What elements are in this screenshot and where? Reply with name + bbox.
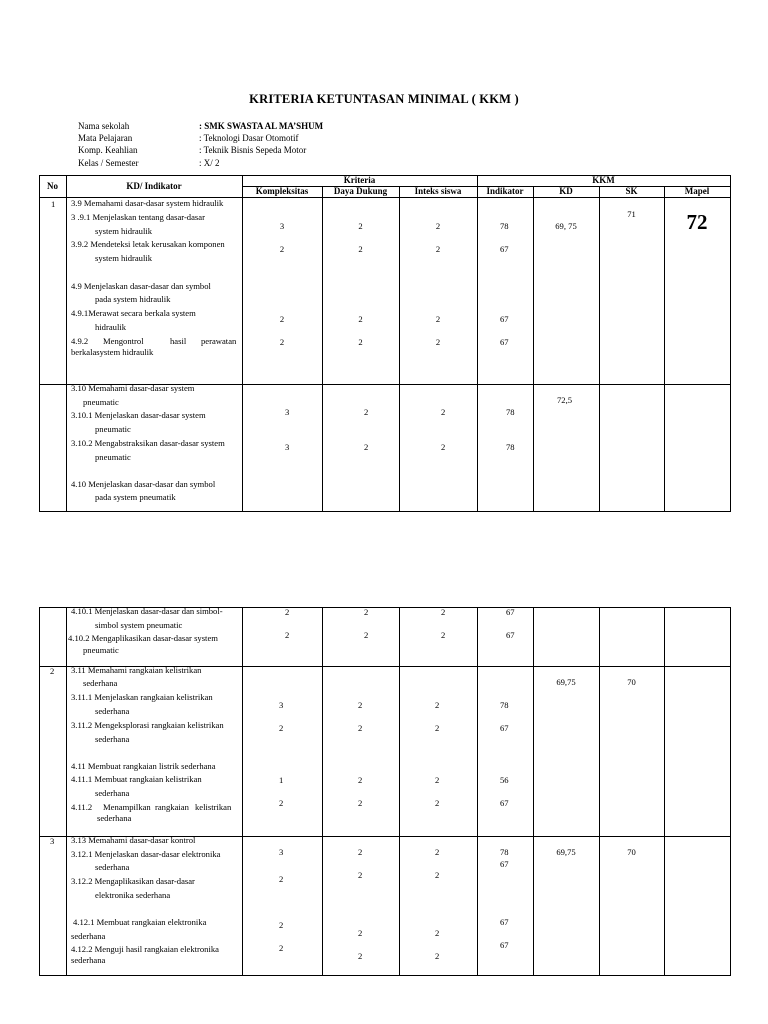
daya-dukung-value: 2 — [364, 607, 369, 617]
kd-text: 3.9 Memahami dasar-dasar system hidraulik — [71, 198, 224, 208]
info-row-subject — [78, 132, 323, 144]
header-daya-dukung: Daya Dukung — [333, 186, 388, 196]
daya-dukung-value: 2 — [358, 847, 363, 857]
sk-value: 70 — [627, 847, 636, 857]
daya-dukung-value: 2 — [358, 723, 363, 733]
kd-text: 3 .9.1 Menjelaskan tentang dasar-dasar — [71, 212, 205, 222]
header-mapel: Mapel — [684, 186, 710, 196]
kd-text: sederhana — [71, 931, 106, 941]
row-number: 2 — [50, 666, 55, 676]
kd-text: 4.9 Menjelaskan dasar-dasar dan symbol — [71, 281, 211, 291]
row-number: 3 — [50, 836, 55, 846]
kd-text: Mengontrol — [103, 336, 144, 346]
indikator-value: 78 — [500, 221, 509, 231]
indikator-value: 67 — [500, 940, 509, 950]
kd-text: sederhana — [95, 862, 130, 872]
indikator-value: 67 — [500, 859, 509, 869]
row-number: 1 — [51, 199, 56, 209]
kompleksitas-value: 2 — [279, 314, 285, 324]
kd-text: 4.12.1 Membuat rangkaian elektronika — [73, 917, 207, 927]
table-border — [39, 175, 40, 512]
daya-dukung-value: 2 — [358, 700, 363, 710]
kd-text: 3.11 Memahami rangkaian kelistrikan — [71, 665, 202, 675]
header-no: No — [47, 181, 58, 191]
table-border — [730, 175, 731, 512]
info-value: : X/ 2 — [199, 157, 220, 168]
kd-text: perawatan — [201, 336, 237, 346]
inteks-value: 2 — [435, 870, 440, 880]
table-border — [322, 607, 323, 976]
kompleksitas-value: 1 — [279, 775, 284, 785]
header-kriteria: Kriteria — [343, 175, 376, 185]
header-kkm: KKM — [592, 175, 615, 185]
kd-text: berkalasystem hidraulik — [71, 347, 154, 357]
document-title: KRITERIA KETUNTASAN MINIMAL ( KKM ) — [249, 92, 519, 106]
kompleksitas-value: 2 — [279, 337, 285, 347]
info-label: Kelas / Semester — [78, 157, 139, 168]
indikator-value: 67 — [500, 337, 509, 347]
daya-dukung-value: 2 — [364, 442, 369, 452]
kd-text: sederhana — [71, 955, 106, 965]
info-label: Komp. Keahlian — [78, 145, 138, 156]
table-border — [599, 186, 600, 512]
daya-dukung-value: 2 — [358, 775, 363, 785]
kompleksitas-value: 2 — [279, 874, 284, 884]
inteks-value: 2 — [435, 337, 441, 347]
kd-text: pneumatic — [83, 397, 119, 407]
inteks-value: 2 — [441, 442, 446, 452]
kompleksitas-value: 3 — [279, 221, 285, 231]
indikator-value: 67 — [500, 917, 509, 927]
sk-value: 72,5 — [557, 395, 573, 405]
daya-dukung-value: 2 — [358, 221, 363, 231]
kd-value: 69,75 — [556, 677, 576, 687]
kd-text: pada system pneumatik — [95, 492, 176, 502]
inteks-value: 2 — [441, 407, 446, 417]
info-label: Nama sekolah — [78, 121, 130, 131]
kd-text: system hidraulik — [95, 226, 153, 236]
inteks-value: 2 — [435, 775, 440, 785]
kd-text: 3.10.1 Menjelaskan dasar-dasar system — [71, 410, 206, 420]
info-row-competency — [78, 144, 323, 156]
kd-text: simbol system pneumatic — [95, 620, 183, 630]
indikator-value: 78 — [500, 847, 509, 857]
kd-text: pneumatic — [95, 424, 131, 434]
table-border — [477, 607, 478, 976]
kd-text: rangkaian — [155, 802, 189, 812]
table-border — [399, 607, 400, 976]
daya-dukung-value: 2 — [364, 407, 369, 417]
table-border — [39, 607, 40, 976]
header-sk: SK — [625, 186, 638, 196]
kompleksitas-value: 3 — [285, 407, 290, 417]
kd-text: kelistrikan — [195, 802, 232, 812]
table-border — [66, 607, 67, 976]
kd-text: 4.10.2 Mengaplikasikan dasar-dasar system — [68, 633, 218, 643]
inteks-value: 2 — [441, 607, 446, 617]
inteks-value: 2 — [435, 244, 441, 254]
table-border — [533, 607, 534, 976]
table-border — [242, 607, 243, 976]
kompleksitas-value: 2 — [279, 798, 284, 808]
kd-text: 4.12.2 Menguji hasil rangkaian elektronika — [71, 944, 219, 954]
table-border — [664, 607, 665, 976]
kompleksitas-value: 2 — [279, 943, 284, 953]
kompleksitas-value: 2 — [285, 607, 290, 617]
kd-text: 4.11 Membuat rangkaian listrik sederhana — [71, 761, 216, 771]
info-value: : Teknologi Dasar Otomotif — [199, 133, 299, 144]
daya-dukung-value: 2 — [358, 870, 363, 880]
kd-text: 3.13 Memahami dasar-dasar kontrol — [71, 835, 196, 845]
indikator-value: 78 — [506, 442, 515, 452]
indikator-value: 67 — [500, 798, 509, 808]
table-border — [599, 607, 600, 976]
indikator-value: 67 — [506, 630, 515, 640]
table-border — [39, 511, 731, 512]
kd-text: pneumatic — [83, 645, 119, 655]
kd-text: 3.10.2 Mengabstraksikan dasar-dasar system — [71, 438, 225, 448]
kd-text: 4.11.1 Membuat rangkaian kelistrikan — [71, 774, 202, 784]
daya-dukung-value: 2 — [358, 798, 363, 808]
kd-text: hasil — [170, 336, 187, 346]
daya-dukung-value: 2 — [358, 951, 363, 961]
indikator-value: 67 — [500, 723, 509, 733]
kompleksitas-value: 2 — [279, 920, 284, 930]
kd-text: 3.9.2 Mendeteksi letak kerusakan komponen — [71, 239, 225, 249]
table-border — [477, 175, 478, 512]
header-kd: KD — [559, 186, 573, 196]
indikator-value: 78 — [500, 700, 509, 710]
header-indikator: Indikator — [486, 186, 524, 196]
kd-text: sederhana — [97, 813, 132, 823]
kd-text: system hidraulik — [95, 253, 153, 263]
kd-text: 4.9.2 — [71, 336, 89, 346]
kd-text: 3.11.1 Menjelaskan rangkaian kelistrikan — [71, 692, 213, 702]
inteks-value: 2 — [435, 700, 440, 710]
inteks-value: 2 — [435, 928, 440, 938]
kd-text: sederhana — [95, 734, 130, 744]
kd-text: sederhana — [95, 788, 130, 798]
kd-text: 4.9.1Merawat secara berkala system — [71, 308, 196, 318]
sk-value: 70 — [627, 677, 636, 687]
kd-text: 4.10 Menjelaskan dasar-dasar dan symbol — [71, 479, 216, 489]
daya-dukung-value: 2 — [364, 630, 369, 640]
indikator-value: 56 — [500, 775, 509, 785]
info-value: : Teknik Bisnis Sepeda Motor — [199, 145, 307, 156]
info-row-class — [78, 157, 323, 169]
kd-text: 4.11.2 — [71, 802, 93, 812]
kompleksitas-value: 2 — [285, 630, 290, 640]
info-block — [78, 120, 323, 169]
kd-text: pneumatic — [95, 452, 131, 462]
indikator-value: 67 — [506, 607, 515, 617]
table-border — [66, 175, 67, 512]
header-kd-indikator: KD/ Indikator — [126, 181, 182, 191]
info-row-school — [78, 120, 323, 132]
header-inteks-siswa: Inteks siswa — [414, 186, 462, 196]
kd-text: 4.10.1 Menjelaskan dasar-dasar dan simbol- — [71, 606, 223, 616]
kd-text: 3.11.2 Mengeksplorasi rangkaian kelistrikan — [71, 720, 224, 730]
table-border — [39, 975, 731, 976]
kd-text: Menampilkan — [103, 802, 151, 812]
sk-value: 71 — [627, 209, 636, 219]
daya-dukung-value: 2 — [358, 244, 363, 254]
kd-value: 69,75 — [556, 847, 576, 857]
kd-text: elektronika sederhana — [95, 890, 171, 900]
kompleksitas-value: 3 — [279, 700, 284, 710]
indikator-value: 67 — [500, 314, 509, 324]
table-border — [533, 186, 534, 512]
header-kompleksitas: Kompleksitas — [255, 186, 309, 196]
info-value: : SMK SWASTA AL MA’SHUM — [199, 121, 324, 131]
kd-text: hidraulik — [95, 322, 127, 332]
indikator-value: 67 — [500, 244, 509, 254]
inteks-value: 2 — [441, 630, 446, 640]
kd-text: pada system hidraulik — [95, 294, 171, 304]
kompleksitas-value: 2 — [279, 723, 284, 733]
kompleksitas-value: 3 — [285, 442, 290, 452]
indikator-value: 78 — [506, 407, 515, 417]
kompleksitas-value: 2 — [279, 244, 285, 254]
inteks-value: 2 — [435, 314, 441, 324]
inteks-value: 2 — [435, 798, 440, 808]
info-label: Mata Pelajaran — [78, 133, 133, 144]
kd-text: 3.10 Memahami dasar-dasar system — [71, 383, 195, 393]
inteks-value: 2 — [435, 951, 440, 961]
daya-dukung-value: 2 — [358, 928, 363, 938]
kd-text: sederhana — [95, 706, 130, 716]
inteks-value: 2 — [435, 221, 441, 231]
inteks-value: 2 — [435, 847, 440, 857]
daya-dukung-value: 2 — [358, 337, 363, 347]
mapel-value: 72 — [686, 210, 708, 234]
inteks-value: 2 — [435, 723, 440, 733]
kd-text: 3.12.1 Menjelaskan dasar-dasar elektronika — [71, 849, 221, 859]
table-border — [730, 607, 731, 976]
kompleksitas-value: 3 — [279, 847, 284, 857]
kd-text: 3.12.2 Mengaplikasikan dasar-dasar — [71, 876, 195, 886]
daya-dukung-value: 2 — [358, 314, 363, 324]
kd-value: 69, 75 — [555, 221, 577, 231]
kd-text: sederhana — [83, 678, 118, 688]
